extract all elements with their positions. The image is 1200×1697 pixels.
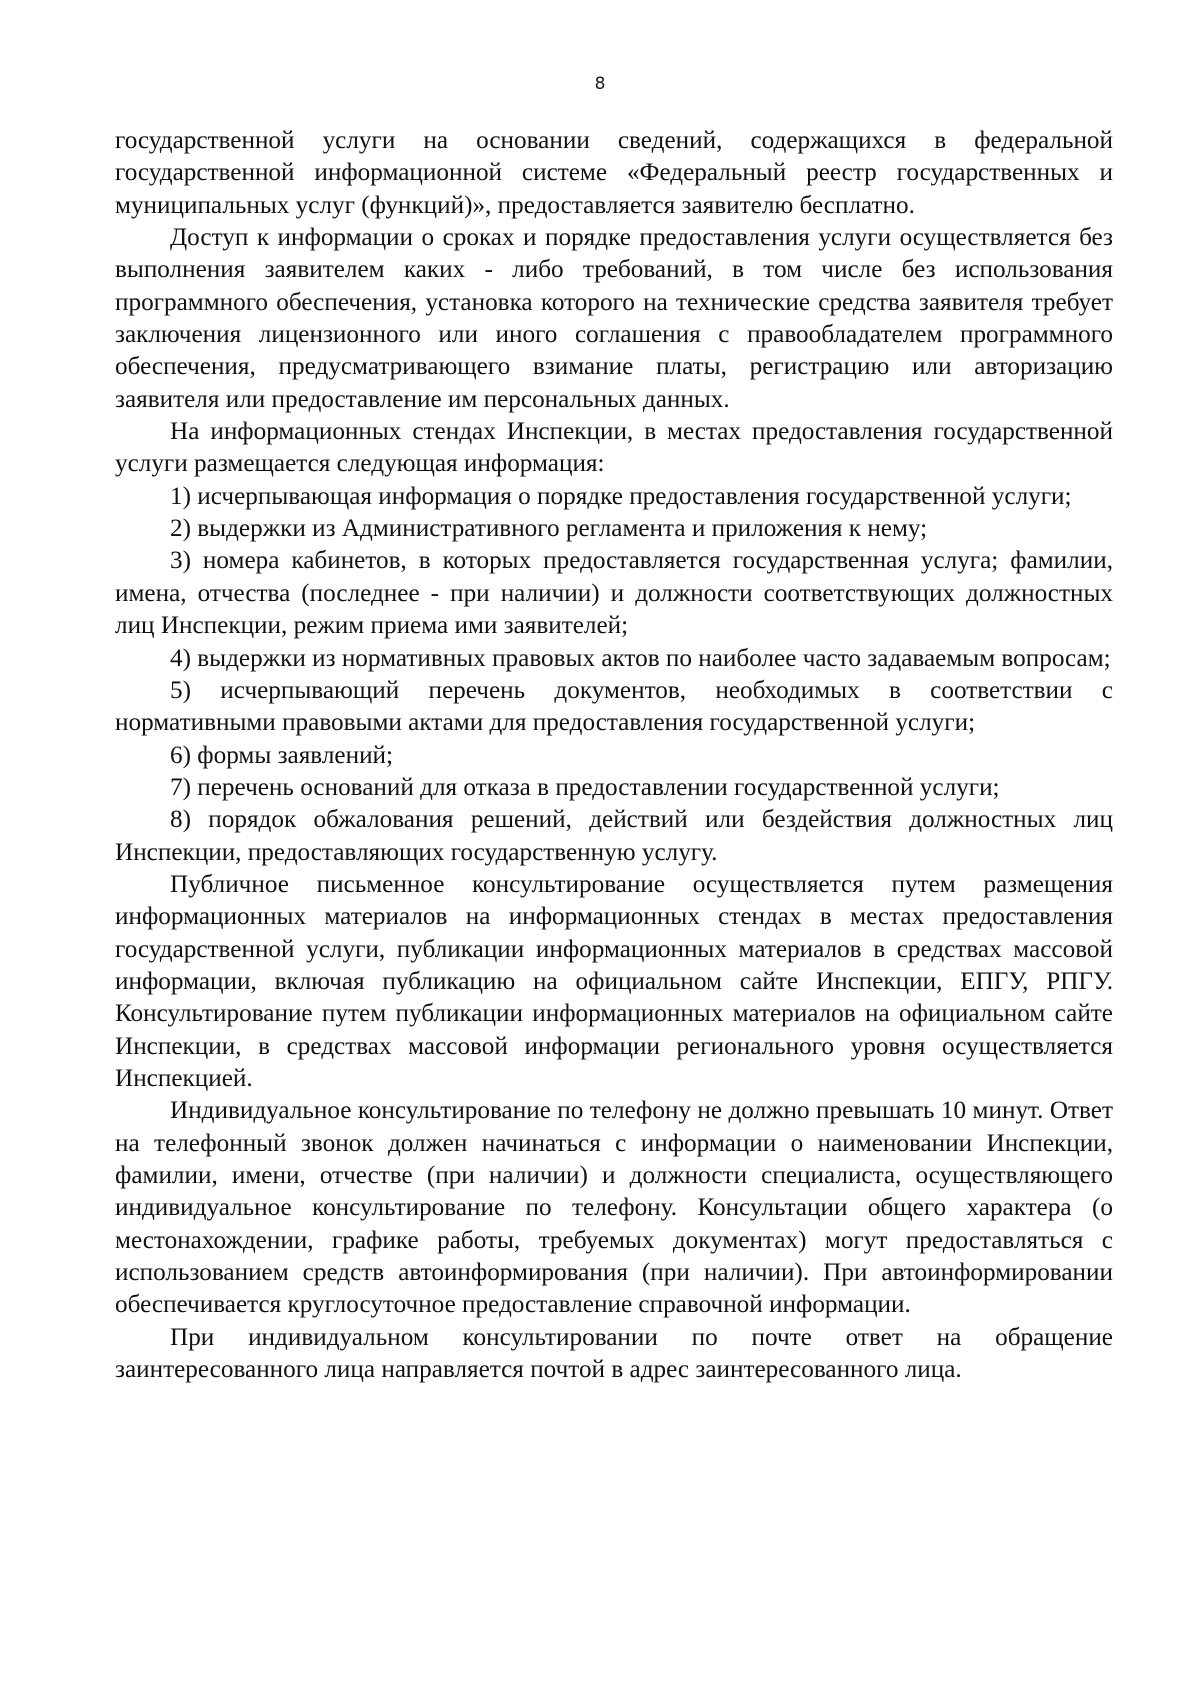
paragraph-stands-intro: На информационных стендах Инспекции, в местах предоставления государственной услуги размещается следующая информация: [115, 418, 1113, 478]
list-item-8: 8) порядок обжалования решений, действий или бездействия должностных лиц Инспекции, предоставляющих государственную услугу. [115, 806, 1113, 866]
list-item-4: 4) выдержки из нормативных правовых актов по наиболее часто задаваемым вопросам; [170, 644, 1111, 672]
list-item-5: 5) исчерпывающий перечень документов, необходимых в соответствии с нормативными правовыми актами для предоставления государственной услуги; [115, 676, 1113, 737]
list-item-2: 2) выдержки из Административного регламента и приложения к нему; [170, 515, 928, 543]
list-item-1: 1) исчерпывающая информация о порядке предоставления государственной услуги; [170, 482, 1072, 510]
list-item-3: 3) номера кабинетов, в которых предоставляется государственная услуга; фамилии, имена, отчества (последнее - при наличии) и должности соответствующих должностных лиц Инспекции, режим приема ими заявителей; [115, 547, 1113, 640]
page-number: 8 [594, 74, 606, 94]
paragraph-phone-consulting: Индивидуальное консультирование по телефону не должно превышать 10 минут. Ответ на телефонный звонок должен начинаться с информации о наименовании Инспекции, фамилии, имени, отчестве (при наличии) и должности специалиста, осуществляющего индивидуальное консультирование по телефону. Консультации общего характера (о местонахождении, графике работы, требуемых документах) могут предоставляться с использованием средств автоинформирования (при наличии). При автоинформировании обеспечивается круглосуточное предоставление справочной информации. [115, 1097, 1113, 1319]
paragraph-public-consulting: Публичное письменное консультирование осуществляется путем размещения информационных материалов на информационных стендах в местах предоставления государственной услуги, публикации информационных материалов в средствах массовой информации, включая публикацию на официальном сайте Инспекции, ЕПГУ, РПГУ. Консультирование путем публикации информационных материалов на официальном сайте Инспекции, в средствах массовой информации регионального уровня осуществляется Инспекцией. [115, 870, 1113, 1092]
list-item-7: 7) перечень оснований для отказа в предоставлении государственной услуги; [170, 773, 1000, 801]
paragraph-access-info: Доступ к информации о сроках и порядке предоставления услуги осуществляется без выполнения заявителем каких - либо требований, в том числе без использования программного обеспечения, установка которого на технические средства заявителя требует заключения лицензионного или иного соглашения с правообладателем программного обеспечения, предусматривающего взимание платы, регистрацию или авторизацию заявителя или предоставление им персональных данных. [115, 224, 1113, 413]
paragraph-continuation: государственной услуги на основании сведений, содержащихся в федеральной государственной информационной системе «Федеральный реестр государственных и муниципальных услуг (функций)», предоставляется заявителю бесплатно. [115, 127, 1113, 219]
document-body [115, 125, 1113, 1386]
paragraph-mail-consulting: При индивидуальном консультировании по почте ответ на обращение заинтересованного лица направляется почтой в адрес заинтересованного лица. [115, 1323, 1113, 1384]
list-item-6: 6) формы заявлений; [170, 741, 394, 769]
